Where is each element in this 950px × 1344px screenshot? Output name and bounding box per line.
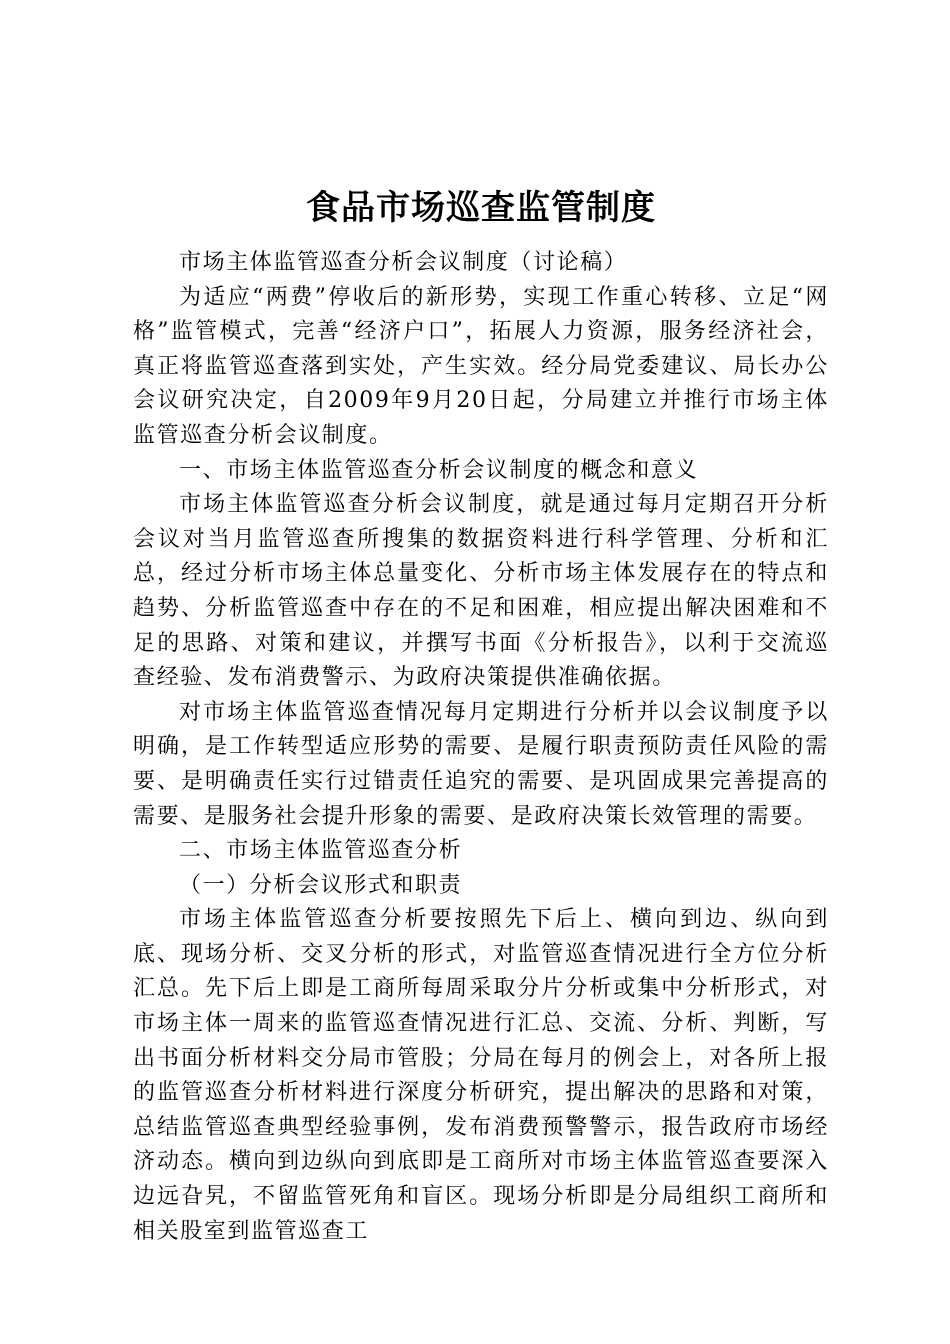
section-heading-2: 二、市场主体监管巡查分析 [179, 838, 463, 864]
paragraph-analysis-form: 市场主体监管巡查分析要按照先下后上、横向到边、纵向到底、现场分析、交叉分析的形式，对监管巡查情况进行全方位分析汇总。先下后上即是工商所每周采取分片分析或集中分析形式，对市场主体一周来的监管巡查情况进行汇总、交流、分析、判断，写出书面分析材料交分局市管股；分局在每月的例会上，对各所上报的监管巡查分析材料进行深度分析研究，提出解决的思路和对策，总结监管巡查典型经验事例，发布消费预警警示，报告政府市场经济动态。横向到边纵向到底即是工商所对市场主体监管巡查要深入边远旮旯，不留监管死角和盲区。现场分析即是分局组织工商所和相关股室到监管巡查工 [133, 907, 829, 1244]
paragraph-significance: 对市场主体监管巡查情况每月定期进行分析并以会议制度予以明确，是工作转型适应形势的需要、是履行职责预防责任风险的需要、是明确责任实行过错责任追究的需要、是巩固成果完善提高的需要、是服务社会提升形象的需要、是政府决策长效管理的需要。 [133, 699, 829, 829]
document-title: 食品市场巡查监管制度 [306, 188, 656, 228]
paragraph-concept: 市场主体监管巡查分析会议制度，就是通过每月定期召开分析会议对当月监管巡查所搜集的数据资料进行科学管理、分析和汇总，经过分析市场主体总量变化、分析市场主体发展存在的特点和趋势、分析监管巡查中存在的不足和困难，相应提出解决困难和不足的思路、对策和建议，并撰写书面《分析报告》，以利于交流巡查经验、发布消费警示、为政府决策提供准确依据。 [133, 492, 829, 691]
section-heading-1: 一、市场主体监管巡查分析会议制度的概念和意义 [179, 457, 699, 483]
subsection-heading-1: （一）分析会议形式和职责 [179, 872, 463, 898]
paragraph-intro: 为适应“两费”停收后的新形势，实现工作重心转移、立足“网格”监管模式，完善“经济户口”，拓展人力资源，服务经济社会，真正将监管巡查落到实处，产生实效。经分局党委建议、局长办公会议研究决定，自2009年9月20日起，分局建立并推行市场主体监管巡查分析会议制度。 [133, 284, 829, 448]
document-body [133, 184, 829, 1249]
paragraph-subtitle: 市场主体监管巡查分析会议制度（讨论稿） [179, 250, 628, 275]
